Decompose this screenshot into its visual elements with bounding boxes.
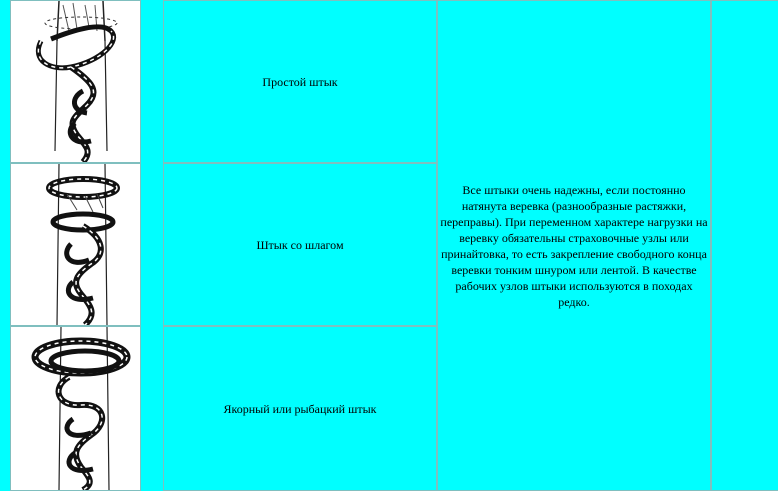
knot-image-hitch-with-turn [10, 163, 141, 326]
description-cell [437, 0, 711, 491]
knot-name: Якорный или рыбацкий штык [223, 401, 377, 416]
knot-illustration [11, 327, 140, 490]
knot-name: Простой штык [262, 74, 338, 89]
knot-name-cell [163, 326, 437, 491]
knot-illustration [11, 164, 140, 325]
knot-name-cell [163, 163, 437, 326]
knot-name-cell [163, 0, 437, 163]
knot-image-anchor-hitch [10, 326, 141, 491]
empty-cell [711, 0, 778, 491]
knot-description: Все штыки очень надежны, если постоянно натянута веревка (разнообразные растяжки, переправы). При переменном характере нагрузки на веревку обязательны страховочные узлы или принайтовка, то есть закрепление свободного конца веревки тонким шнуром или лентой. В качестве рабочих узлов штыки используются в походах редко. [440, 182, 708, 309]
knot-name: Штык со шлагом [256, 237, 344, 252]
knot-illustration [11, 1, 140, 162]
knot-image-simple-hitch [10, 0, 141, 163]
